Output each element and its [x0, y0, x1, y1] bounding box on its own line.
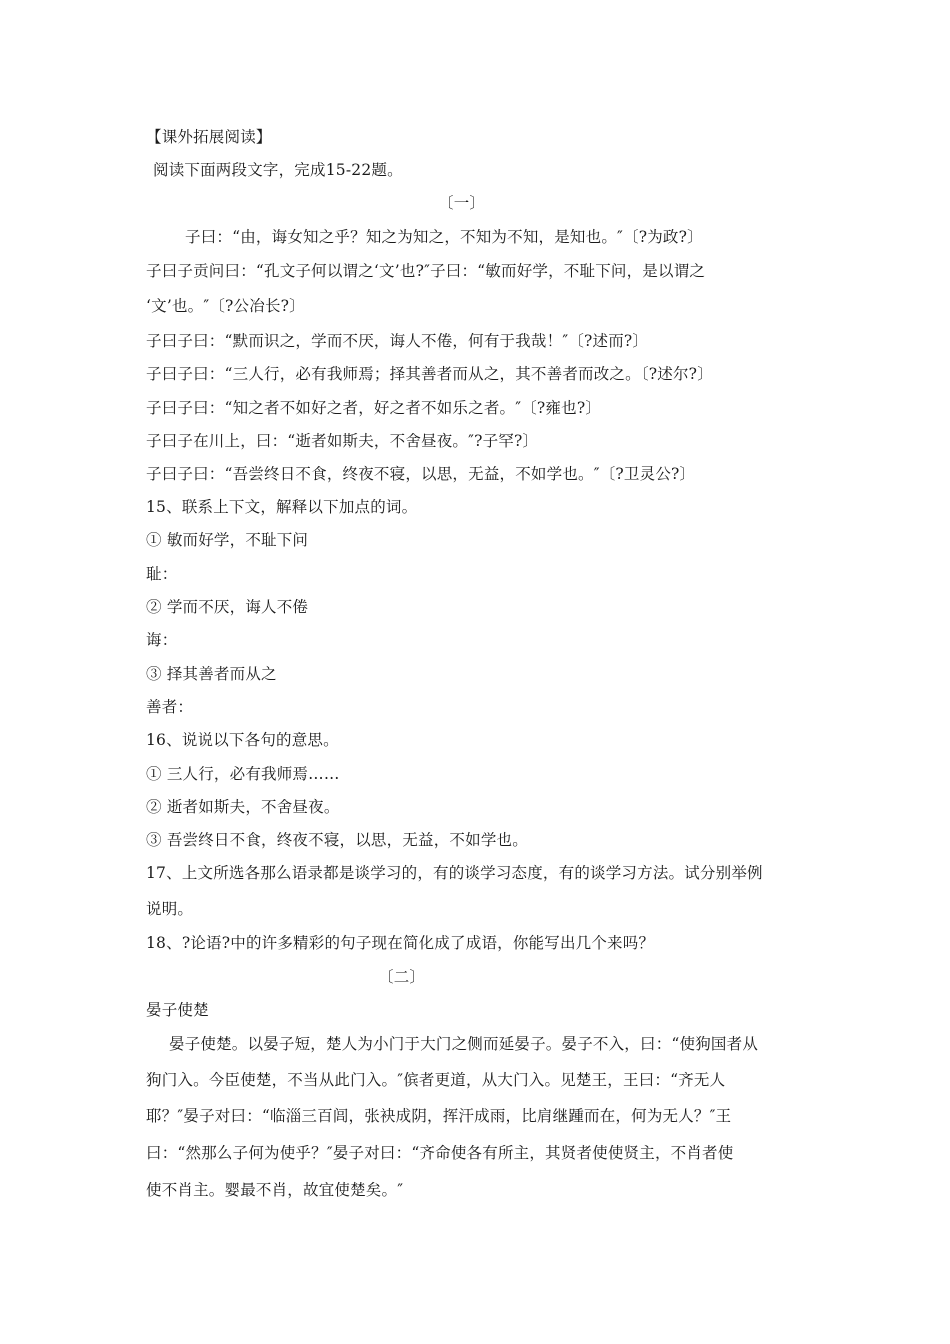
question-15-sentence: ② 学而不厌，诲人不倦 — [146, 598, 309, 616]
passage-line: 使不肖主。婴最不肖，故宜使楚矣。″ — [146, 1181, 404, 1199]
reading-instruction: 阅读下面两段文字，完成15-22题。 — [153, 161, 403, 179]
question-15-sentence: ③ 择其善者而从之 — [146, 665, 277, 683]
section-two-marker: 〔二〕 — [378, 968, 426, 986]
question-16-item: ③ 吾尝终日不食，终夜不寝，以思，无益，不如学也。 — [146, 831, 528, 849]
passage-line: 狗门入。今臣使楚，不当从此门入。″傧者更道，从大门入。见楚王，王曰：“齐无人 — [146, 1071, 726, 1089]
analects-line: 子曰子曰：“吾尝终日不食，终夜不寝，以思，无益，不如学也。″〔?卫灵公?〕 — [146, 465, 696, 483]
question-16-item: ② 逝者如斯夫，不舍昼夜。 — [146, 798, 340, 816]
passage-line: 晏子使楚。以晏子短，楚人为小门于大门之侧而延晏子。晏子不入，曰：“使狗国者从 — [169, 1035, 759, 1053]
question-16-prompt: 16、说说以下各句的意思。 — [146, 731, 339, 749]
passage-title: 晏子使楚 — [146, 1001, 209, 1019]
passage-line: 曰：“然那么子何为使乎？″晏子对曰：“齐命使各有所主，其贤者使使贤主，不肖者使 — [146, 1144, 734, 1162]
question-15-sentence: ① 敏而好学，不耻下问 — [146, 531, 309, 549]
analects-line: 子曰：“由，诲女知之乎？知之为知之，不知为不知，是知也。″〔?为政?〕 — [185, 228, 703, 246]
question-15-term: 诲： — [146, 631, 178, 649]
question-15-term: 耻： — [146, 565, 178, 583]
question-16-item: ① 三人行，必有我师焉…… — [146, 765, 340, 783]
question-18-prompt: 18、?论语?中的许多精彩的句子现在简化成了成语，你能写出几个来吗？ — [146, 934, 655, 952]
passage-line: 耶？″晏子对曰：“临淄三百闾，张袂成阴，挥汗成雨，比肩继踵而在，何为无人？″王 — [146, 1107, 732, 1125]
section-heading: 【课外拓展阅读】 — [146, 128, 272, 146]
analects-line: 子曰子曰：“三人行，必有我师焉；择其善者而从之，其不善者而改之。〔?述尔?〕 — [146, 365, 713, 383]
question-17-line: 说明。 — [146, 900, 194, 918]
analects-line: 子曰子曰：“默而识之，学而不厌，诲人不倦，何有于我哉！″〔?述而?〕 — [146, 332, 649, 350]
analects-line: 子曰子曰：“知之者不如好之者，好之者不如乐之者。″〔?雍也?〕 — [146, 399, 602, 417]
question-17-line: 17、上文所选各那么语录都是谈学习的，有的谈学习态度，有的谈学习方法。试分别举例 — [146, 864, 763, 882]
question-15-term: 善者： — [146, 698, 194, 716]
analects-line: 子曰子贡问曰：“孔文子何以谓之‘文’也?″子曰：“敏而好学，不耻下问，是以谓之 — [146, 262, 706, 280]
analects-line: ‘文’也。″〔?公冶长?〕 — [146, 297, 305, 315]
section-one-marker: 〔一〕 — [438, 194, 486, 212]
question-15-prompt: 15、联系上下文，解释以下加点的词。 — [146, 498, 418, 516]
analects-line: 子曰子在川上，曰：“逝者如斯夫，不舍昼夜。″?子罕?〕 — [146, 432, 539, 450]
